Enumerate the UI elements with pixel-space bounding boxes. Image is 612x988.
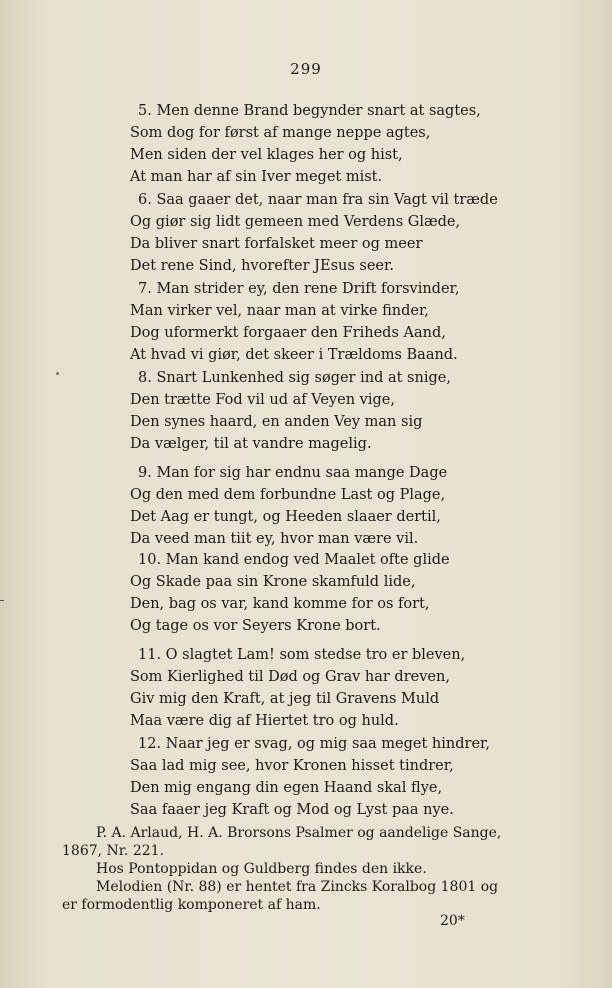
source-note-line-2: 1867, Nr. 221. (62, 843, 165, 859)
source-note-line-3: Hos Pontoppidan og Guldberg findes den ikke. (96, 861, 427, 877)
stanza-5-line-1: 5. Men denne Brand begynder snart at sagtes, (138, 103, 481, 119)
stanza-8-line-1: 8. Snart Lunkenhed sig søger ind at snige, (138, 370, 451, 386)
stanza-6-line-4: Det rene Sind, hvorefter JEsus seer. (130, 258, 394, 274)
source-note-line-1: P. A. Arlaud, H. A. Brorsons Psalmer og aandelige Sange, (96, 825, 502, 841)
stanza-6-line-1: 6. Saa gaaer det, naar man fra sin Vagt vil træde (138, 192, 498, 208)
stanza-5-line-2: Som dog for først af mange neppe agtes, (130, 125, 431, 141)
stanza-12-line-4: Saa faaer jeg Kraft og Mod og Lyst paa nye. (130, 802, 454, 818)
stanza-10-line-3: Den, bag os var, kand komme for os fort, (130, 596, 430, 612)
stanza-6-line-2: Og giør sig lidt gemeen med Verdens Glæde, (130, 214, 461, 230)
stanza-7-line-2: Man virker vel, naar man at virke finder, (130, 303, 429, 319)
stanza-7-line-1: 7. Man strider ey, den rene Drift forsvinder, (138, 281, 460, 297)
stanza-8-line-3: Den synes haard, en anden Vey man sig (130, 414, 423, 430)
stanza-10-line-2: Og Skade paa sin Krone skamfuld lide, (130, 574, 416, 590)
source-note-line-4: Melodien (Nr. 88) er hentet fra Zincks Koralbog 1801 og (96, 879, 499, 895)
stanza-12-line-2: Saa lad mig see, hvor Kronen hisset tindrer, (130, 758, 454, 774)
stanza-10-line-4: Og tage os vor Seyers Krone bort. (130, 618, 381, 634)
stanza-5-line-3: Men siden der vel klages her og hist, (130, 147, 403, 163)
stanza-9-line-1: 9. Man for sig har endnu saa mange Dage (138, 465, 448, 481)
stanza-9-line-2: Og den med dem forbundne Last og Plage, (130, 487, 446, 503)
stanza-12-line-3: Den mig engang din egen Haand skal flye, (130, 780, 443, 796)
stanza-10-line-1: 10. Man kand endog ved Maalet ofte glide (138, 552, 450, 568)
stanza-11-line-1: 11. O slagtet Lam! som stedse tro er bleven, (138, 647, 466, 663)
stanza-9-line-4: Da veed man tiit ey, hvor man være vil. (130, 531, 419, 547)
stanza-7-line-3: Dog uformerkt forgaaer den Friheds Aand, (130, 325, 446, 341)
stanza-12-line-1: 12. Naar jeg er svag, og mig saa meget hindrer, (138, 736, 490, 752)
edge-mark (0, 600, 4, 601)
stanza-11-line-2: Som Kierlighed til Død og Grav har dreven, (130, 669, 450, 685)
source-note-line-5: er formodentlig komponeret af ham. (62, 897, 321, 913)
signature-mark: 20* (440, 913, 465, 929)
stanza-8-line-2: Den trætte Fod vil ud af Veyen vige, (130, 392, 395, 408)
stanza-7-line-4: At hvad vi giør, det skeer i Trældoms Baand. (130, 347, 458, 363)
stanza-9-line-3: Det Aag er tungt, og Heeden slaaer dertil, (130, 509, 441, 525)
stanza-11-line-4: Maa være dig af Hiertet tro og huld. (130, 713, 399, 729)
ink-spot (56, 372, 59, 375)
stanza-11-line-3: Giv mig den Kraft, at jeg til Gravens Muld (130, 691, 440, 707)
stanza-5-line-4: At man har af sin Iver meget mist. (130, 169, 383, 185)
page-number: 299 (290, 60, 322, 78)
stanza-6-line-3: Da bliver snart forfalsket meer og meer (130, 236, 423, 252)
stanza-8-line-4: Da vælger, til at vandre magelig. (130, 436, 372, 452)
